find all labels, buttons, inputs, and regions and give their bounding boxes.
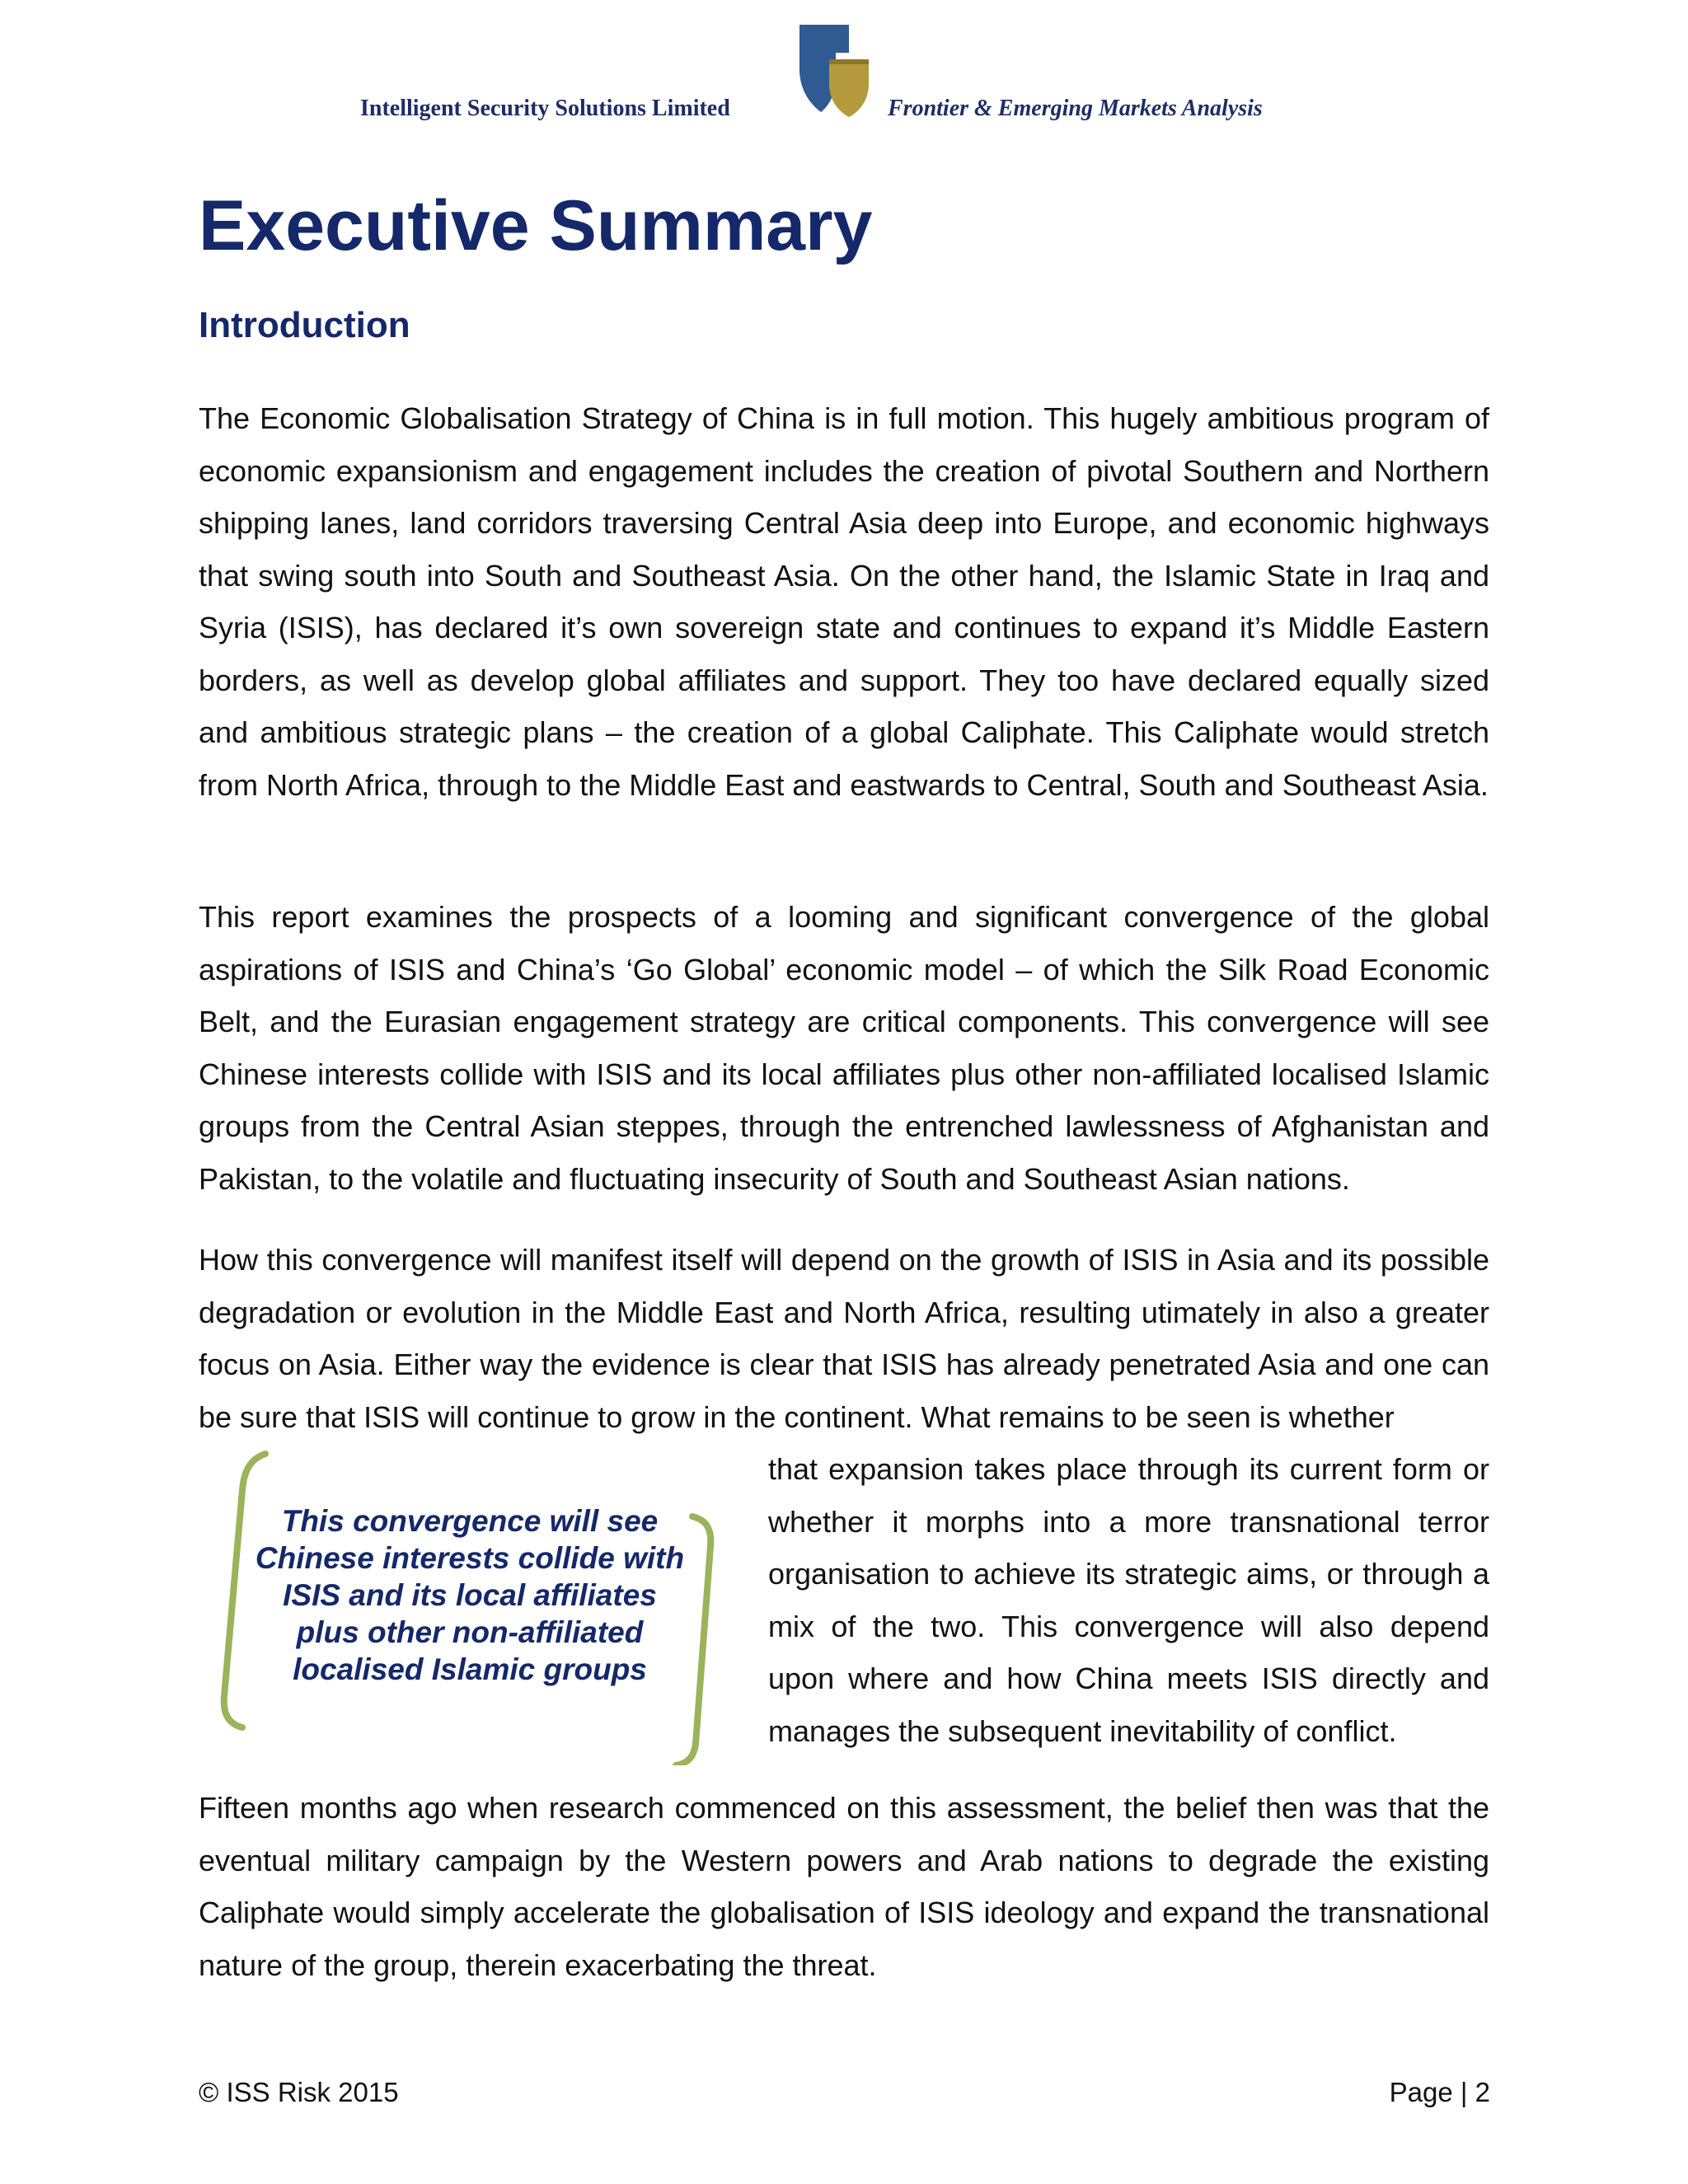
company-name: Intelligent Security Solutions Limited (360, 96, 730, 121)
pull-quote-text: This convergence will see Chinese interests collide with ISIS and its local affiliates plus other non-affiliated localised Islamic groups (255, 1504, 685, 1686)
company-tagline: Frontier & Emerging Markets Analysis (888, 96, 1263, 121)
paragraph-4: Fifteen months ago when research commenced on this assessment, the belief then was that the eventual military campaign by the Western powers and Arab nations to degrade the existing Caliphate would simply accelerate the globalisation of ISIS ideology and expand the transnational nature of the group, therein exacerbating the threat. (199, 1791, 1489, 1982)
section-heading: Introduction (199, 305, 410, 345)
page-number: Page | 2 (1389, 2077, 1490, 2107)
pull-quote (214, 1449, 742, 1765)
paragraph-3: How this convergence will manifest itself will depend on the growth of ISIS in Asia and its possible degradation or evolution in the Middle East and North Africa, resulting utimately in also a greater focus on Asia. Either way the evidence is clear that ISIS has already penetrated Asia and one can be sure that ISIS will continue to grow in the continent. What remains to be seen is whether (199, 1243, 1489, 1434)
paragraph-1: The Economic Globalisation Strategy of China is in full motion. This hugely ambitious program of economic expansionism and engagement includes the creation of pivotal Southern and Northern shipping lanes, land corridors traversing Central Asia deep into Europe, and economic highways that swing south into South and Southeast Asia. On the other hand, the Islamic State in Iraq and Syria (ISIS), has declared it’s own sovereign state and continues to expand it’s Middle Eastern borders, as well as develop global affiliates and support. They too have declared equally sized and ambitious strategic plans – the creation of a global Caliphate. This Caliphate would stretch from North Africa, through to the Middle East and eastwards to Central, South and Southeast Asia. (199, 401, 1489, 802)
copyright: © ISS Risk 2015 (199, 2077, 399, 2107)
paragraph-2: This report examines the prospects of a looming and significant convergence of the global aspirations of ISIS and China’s ‘Go Global’ economic model – of which the Silk Road Economic Belt, and the Eurasian engagement strategy are critical components. This convergence will see Chinese interests collide with ISIS and its local affiliates plus other non-affiliated localised Islamic groups from the Central Asian steppes, through the entrenched lawlessness of Afghanistan and Pakistan, to the volatile and fluctuating insecurity of South and Southeast Asian nations. (199, 900, 1489, 1196)
page-title: Executive Summary (199, 186, 873, 265)
paragraph-3-continued: that expansion takes place through its current form or whether it morphs into a more transnational terror organisation to achieve its strategic aims, or through a mix of the two. This convergence will also depend upon where and how China meets ISIS directly and manages the subsequent inevitability of conflict. (768, 1452, 1489, 1748)
page-header (0, 0, 1688, 165)
shield-logo-icon (796, 20, 872, 119)
